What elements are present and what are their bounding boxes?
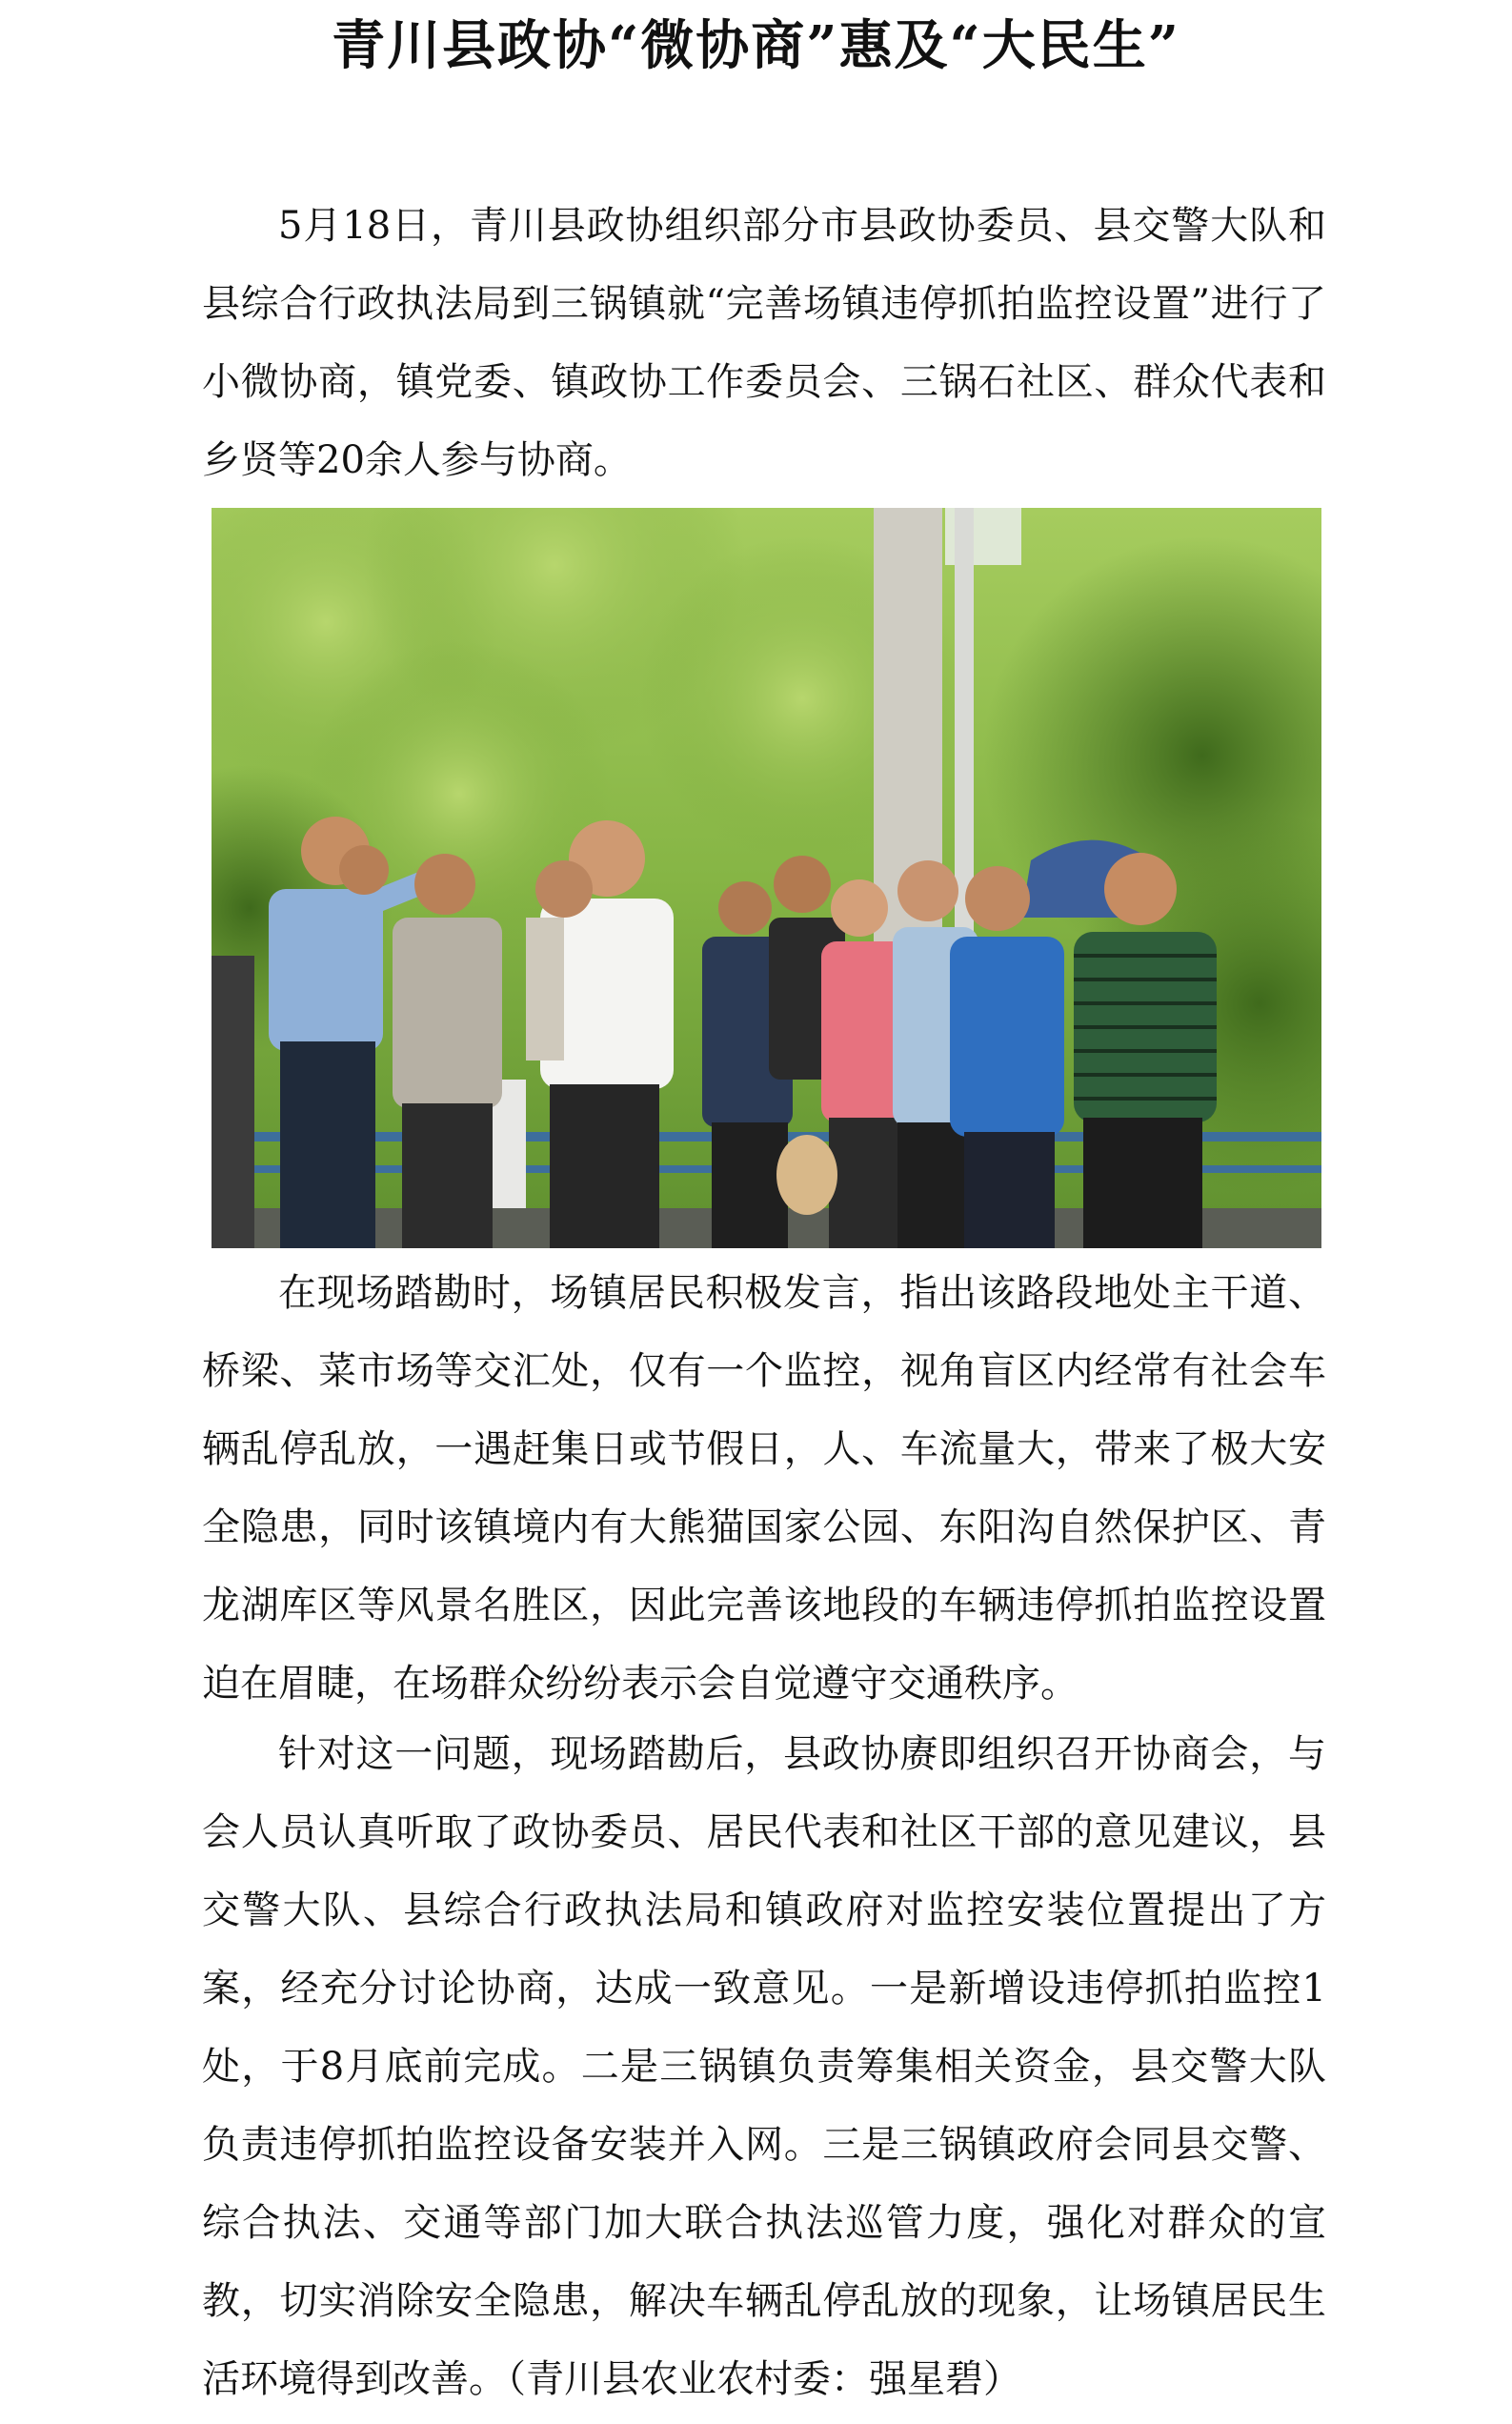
paragraph-intro: 5月18日，青川县政协组织部分市县政协委员、县交警大队和县综合行政执法局到三锅镇就“完善场镇违停抓拍监控设置”进行了小微协商，镇党委、镇政协工作委员会、三锅石社区、群众代表和乡贤等20余人参与协商。 (202, 204, 1326, 482)
paragraph-consultation-outcome: 针对这一问题，现场踏勘后，县政协赓即组织召开协商会，与会人员认真听取了政协委员、居民代表和社区干部的意见建议，县交警大队、县综合行政执法局和镇政府对监控安装位置提出了方案，经充分讨论协商，达成一致意见。一是新增设违停抓拍监控1处，于8月底前完成。二是三锅镇负责筹集相关资金，县交警大队负责违停抓拍监控设备安装并入网。三是三锅镇政府会同县交警、综合执法、交通等部门加大联合执法巡管力度，强化对群众的宣教，切实消除安全隐患，解决车辆乱停乱放的现象，让场镇居民生活环境得到改善。（青川县农业农村委：强星碧） (202, 1732, 1326, 2401)
group-photo-icon (212, 508, 1321, 1248)
article-title: 青川县政协“微协商”惠及“大民生” (332, 14, 1180, 77)
event-photo (212, 508, 1321, 1248)
paragraph-site-survey: 在现场踏勘时，场镇居民积极发言，指出该路段地处主干道、桥梁、菜市场等交汇处，仅有一个监控，视角盲区内经常有社会车辆乱停乱放，一遇赶集日或节假日，人、车流量大，带来了极大安全隐患，同时该镇境内有大熊猫国家公园、东阳沟自然保护区、青龙湖库区等风景名胜区，因此完善该地段的车辆违停抓拍监控设置迫在眉睫，在场群众纷纷表示会自觉遵守交通秩序。 (202, 1271, 1326, 1706)
